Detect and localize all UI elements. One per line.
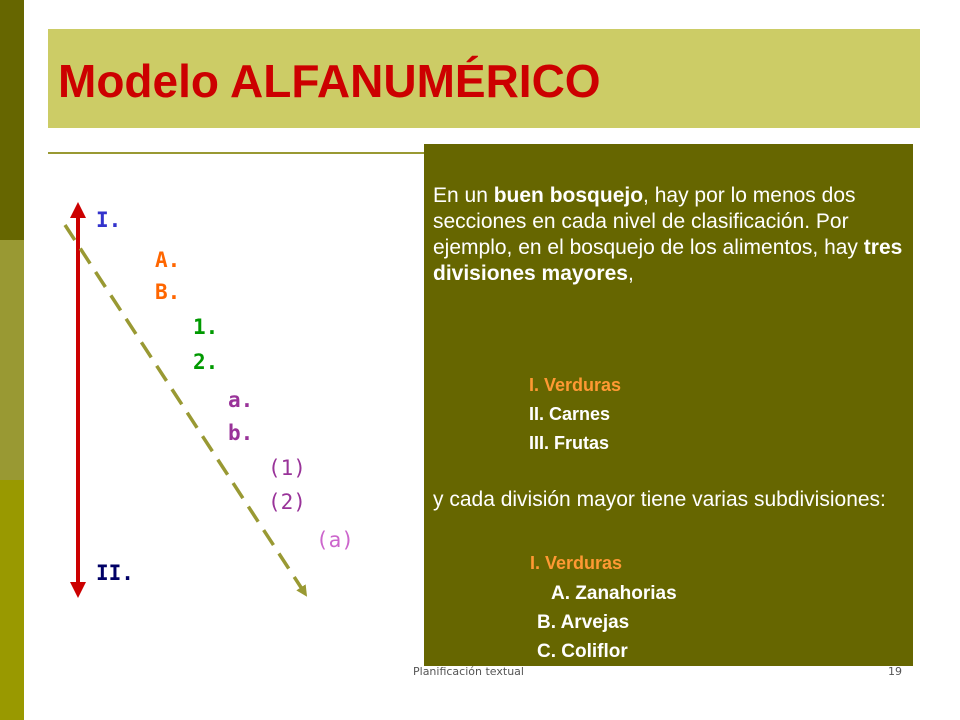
explanation-paragraph <box>433 183 903 287</box>
division-3: III. Frutas <box>529 433 610 453</box>
slide-title: Modelo ALFANUMÉRICO <box>58 55 601 107</box>
outline-number-1: 1. <box>193 315 219 339</box>
subdivision-a: A. Zanahorias <box>551 583 677 604</box>
outline-paren-2: (2) <box>268 490 306 514</box>
division-1: I. Verduras <box>529 375 622 395</box>
slide-number: 19 <box>888 665 902 678</box>
para1-emphasis-2: tres divisiones mayores <box>433 236 903 285</box>
outline-lower-b: b. <box>228 421 254 445</box>
subdivision-head: I. Verduras <box>530 553 623 573</box>
footer-title: Planificación textual <box>413 665 524 678</box>
outline-paren-a: (a) <box>316 528 354 552</box>
para1-emphasis-1: buen bosquejo <box>493 184 644 207</box>
division-2: II. Carnes <box>529 404 611 424</box>
outline-paren-1: (1) <box>268 456 306 480</box>
outline-letter-b: B. <box>155 280 181 304</box>
outline-letter-a: A. <box>155 248 181 272</box>
subdivision-c: C. Coliflor <box>537 641 628 662</box>
outline-number-2: 2. <box>193 350 219 374</box>
para1-suffix: , <box>627 262 634 285</box>
outline-roman-1: I. <box>96 208 122 232</box>
para1-middle: , hay por lo menos dos secciones en cada nivel de clasificación. Por ejemplo, en el bosquejo de los alimentos, hay <box>433 184 864 259</box>
outline-roman-2: II. <box>96 561 134 585</box>
subdivision-paragraph: y cada división mayor tiene varias subdivisiones: <box>433 488 886 511</box>
subdivision-b: B. Arvejas <box>537 612 630 633</box>
para1-prefix: En un <box>433 184 494 207</box>
outline-lower-a: a. <box>228 388 254 412</box>
diagonal-dashed-arrow <box>65 225 304 592</box>
